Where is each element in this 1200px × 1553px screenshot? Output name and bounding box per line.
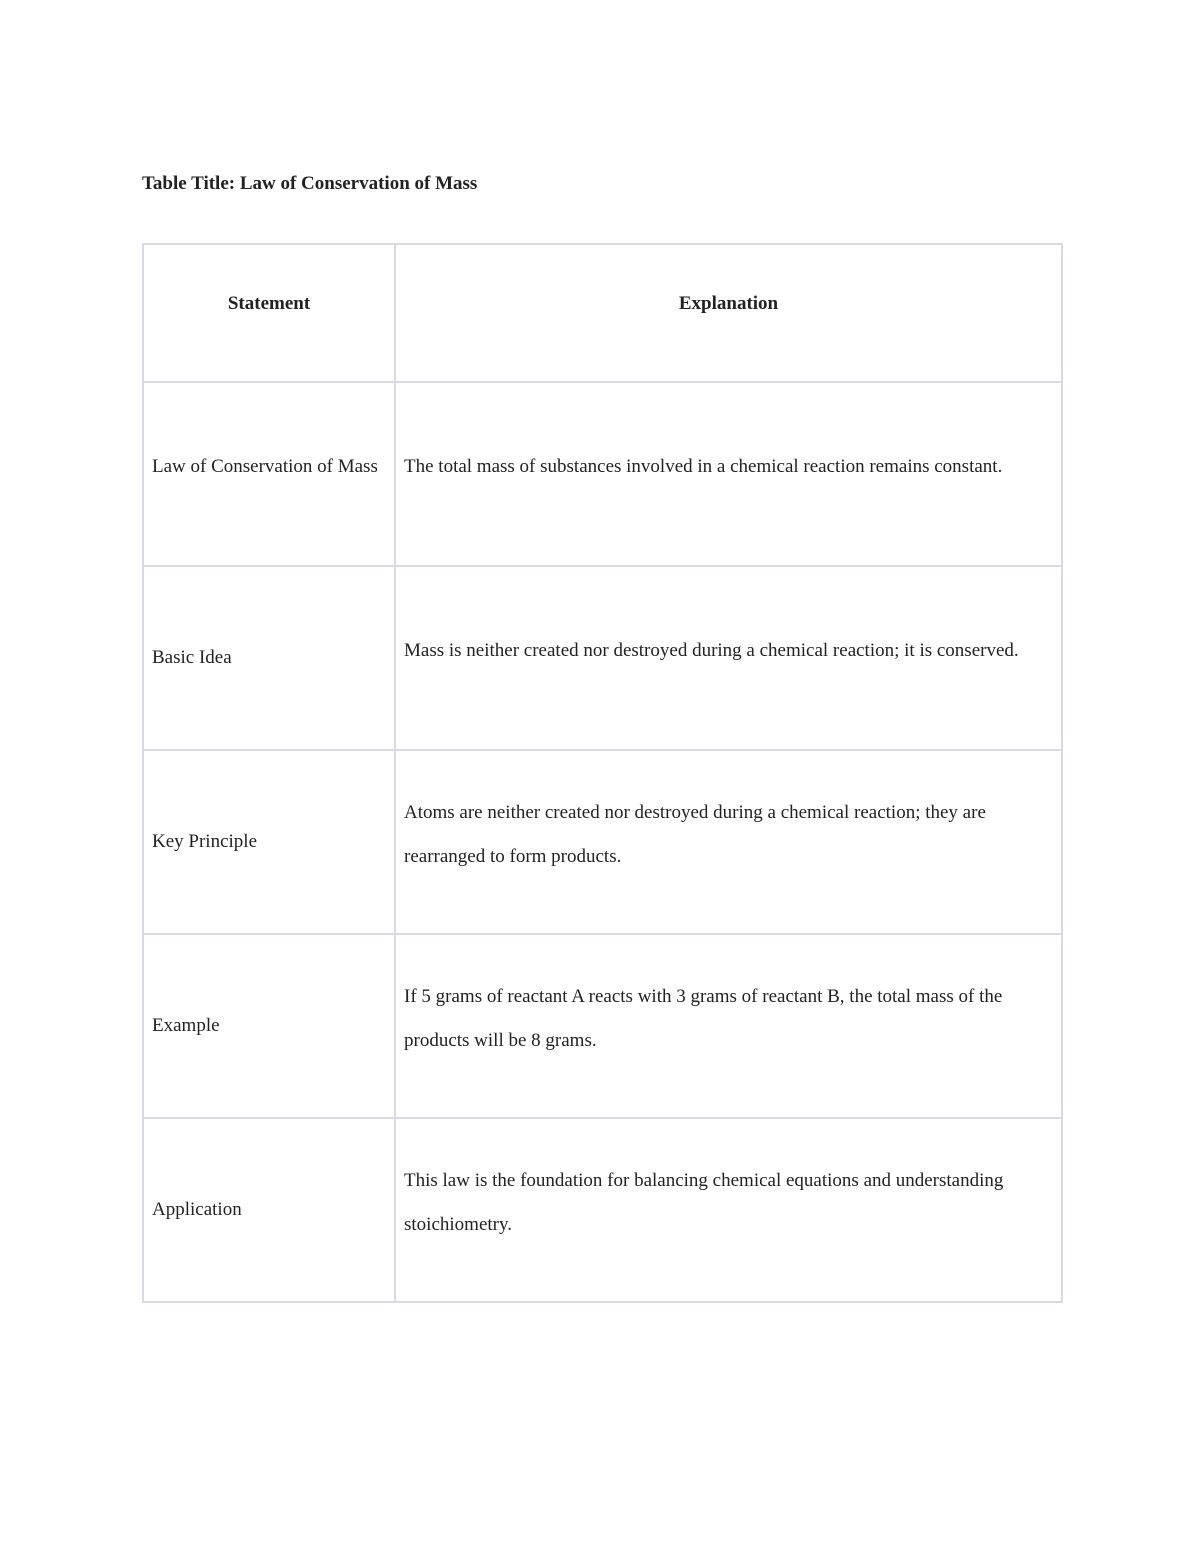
explanation-text: Atoms are neither created nor destroyed during a chemical reaction; they are rearranged to form products. bbox=[404, 802, 986, 867]
explanation-text: Mass is neither created nor destroyed during a chemical reaction; it is conserved. bbox=[404, 640, 1019, 661]
explanation-text: This law is the foundation for balancing chemical equations and understanding stoichiometry. bbox=[404, 1170, 1004, 1235]
statement-text: Basic Idea bbox=[152, 647, 232, 668]
statement-cell bbox=[143, 566, 395, 750]
statement-text: Law of Conservation of Mass bbox=[152, 456, 378, 477]
explanation-text: If 5 grams of reactant A reacts with 3 grams of reactant B, the total mass of the products will be 8 grams. bbox=[404, 986, 1003, 1051]
page-title: Table Title: Law of Conservation of Mass bbox=[142, 173, 478, 194]
table-header-row bbox=[143, 244, 1062, 382]
explanation-cell bbox=[395, 382, 1062, 566]
explanation-cell bbox=[395, 750, 1062, 934]
table-row bbox=[143, 1118, 1062, 1302]
statement-cell bbox=[143, 382, 395, 566]
table-body bbox=[143, 382, 1062, 1302]
statement-text: Application bbox=[152, 1199, 242, 1220]
table-row bbox=[143, 934, 1062, 1118]
table-row bbox=[143, 382, 1062, 566]
explanation-cell bbox=[395, 1118, 1062, 1302]
statement-cell bbox=[143, 934, 395, 1118]
table-row bbox=[143, 750, 1062, 934]
table-row bbox=[143, 566, 1062, 750]
statement-cell bbox=[143, 1118, 395, 1302]
header-explanation: Explanation bbox=[395, 244, 1062, 382]
conservation-table bbox=[142, 243, 1063, 1303]
explanation-cell bbox=[395, 566, 1062, 750]
explanation-text: The total mass of substances involved in a chemical reaction remains constant. bbox=[404, 456, 1003, 477]
statement-cell bbox=[143, 750, 395, 934]
header-statement: Statement bbox=[143, 244, 395, 382]
table-header bbox=[143, 244, 1062, 382]
explanation-cell bbox=[395, 934, 1062, 1118]
statement-text: Key Principle bbox=[152, 831, 258, 852]
statement-text: Example bbox=[152, 1015, 220, 1036]
